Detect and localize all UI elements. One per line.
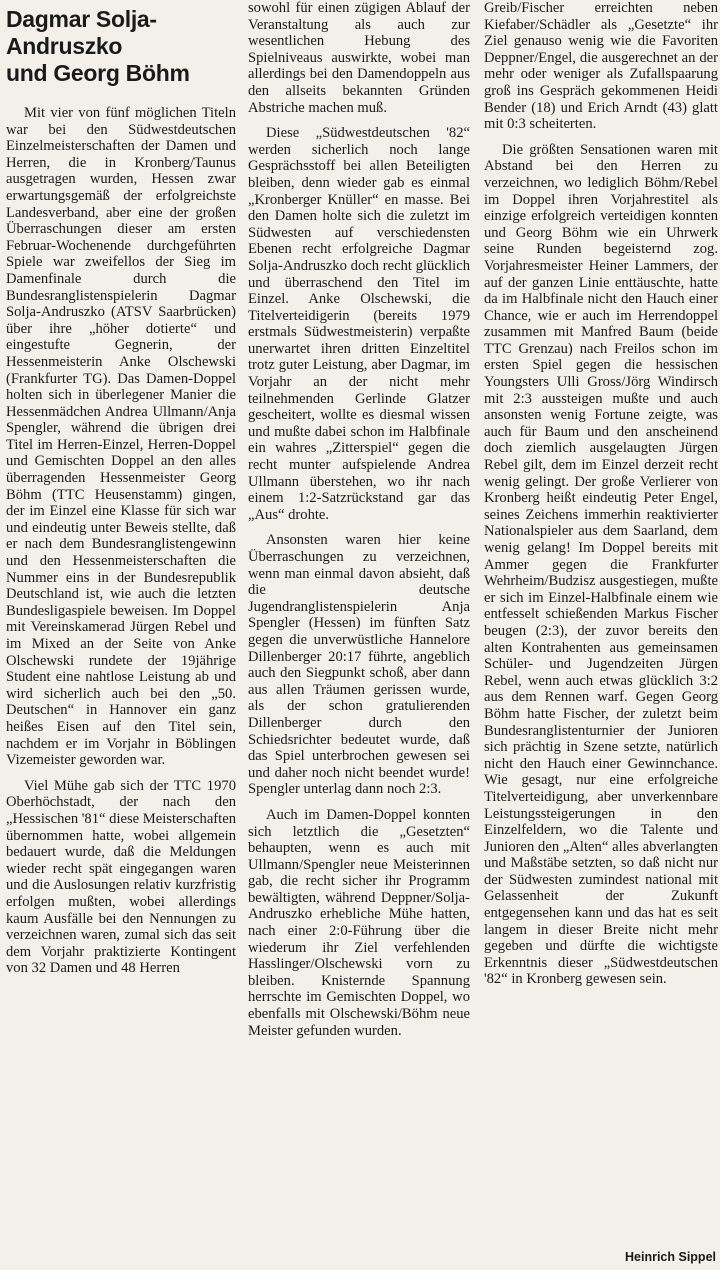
paragraph-intro: Mit vier von fünf möglichen Titeln war bei den Südwestdeutschen Einzelmeisterschaften der Damen und Herren, die in Kronberg/Taunus ausgetragen wurden, Hessen zwar erwartungsgemäß der erfolgreichste Landesverband, aber eine der großen Überraschungen dieser am ersten Februar-Wochenende durchgeführten Spiele war zweifellos der Sieg im Damenfinale durch die Bundesranglistenspielerin Dagmar Solja-Andruszko (ATSV Saarbrücken) über ihre „höher dotierte“ und eingestufte Gegnerin, der Hessenmeisterin Anke Olschewski (Frankfurter TG). Das Damen-Doppel holten sich in überlegener Manier die Hessenmädchen Andrea Ullmann/Anja Spengler, während die übrigen drei Titel im Herren-Einzel, Herren-Doppel und Gemischten Doppel an den alles überragenden Hessenmeister Georg Böhm (TTC Heusenstamm) gingen, der im Einzel eine Klasse für sich war und eindeutig unter Beweis stellte, daß er nach dem Bundesranglistengewinn und den Hessenmeisterschaften die Nummer eins in der Bundesrepublik Deutschland ist, wie auch die letzten Bundesligaspiele beweisen. Im Doppel mit Vereinskamerad Jürgen Rebel und im Mixed an der Seite von Anke Olschewski rundete der 19jährige Student eine nahtlose Leistung ab und wird sicherlich auch bei den „50. Deutschen“ in Hannover ein ganz heißes Eisen auf den Titel sein, nachdem er im Vorjahr in Böblingen Vizemeister geworden war.	[6, 105, 236, 769]
column-1	[0, 0, 238, 1270]
article-headline	[6, 6, 236, 87]
paragraph-herren: Die größten Sensationen waren mit Abstand bei den Herren zu verzeichnen, wo lediglich Böhm/Rebel im Doppel ihren Vorjahrestitel als einzige erfolgreich verteidigen konnten und Georg Böhm wie ein Uhrwerk seine Runden begeisternd zog. Vorjahresmeister Heiner Lammers, der auf der ganzen Linie enttäuschte, hatte da im Halbfinale nicht den Hauch einer Chance, wie er auch im Herrendoppel zusammen mit Manfred Baum (beide TTC Grenzau) nach Freilos schon im ersten Spiel gegen die hessischen Youngsters Ulli Gross/Jörg Windirsch mit 2:3 aussteigen mußte und auch ansonsten wenig Fortune zeigte, was auch für Baum und den anscheinend doch ziemlich ausgelaugten Jürgen Rebel gilt, dem im Einzel derzeit recht wenig gelingt. Der große Verlierer von Kronberg heißt eindeutig Peter Engel, seines Zeichens immerhin reaktivierter Nationalspieler aus dem Saarland, dem wenig gelang! Im Doppel bereits mit Ammer gegen die Frankfurter Wehrheim/Budzisz ausgestiegen, mußte er sich im Einzel-Halbfinale einem wie entfesselt schießenden Markus Fischer beugen (2:3), der zuvor bereits den alten Kontrahenten aus gemeinsamen Schüler- und Jugendzeiten Jürgen Rebel, wenn auch etwas glücklich 3:2 aus dem Rennen warf. Gegen Georg Böhm hatte Fischer, der zuletzt beim Bundesranglistenturnier der Junioren sich prächtig in Szene setzte, natürlich nicht den Hauch einer Gewinnchance. Wie gesagt, nur eine erfolgreiche Titelverteidigung, aber unverkennbare Leistungssteigerungen in den Einzelfeldern, wo die Talente und Junioren den „Alten“ alles abverlangten und Maßstäbe setzten, so daß nicht nur der Südwesten zumindest national mit Gelassenheit der Zukunft entgegensehen kann und das hat es seit langem in dieser Breite nicht mehr gegeben und dürfte die wichtigste Erkenntnis dieser „Südwestdeutschen '82“ in Kronberg gewesen sein.	[484, 141, 718, 988]
paragraph-organizer: Viel Mühe gab sich der TTC 1970 Oberhöchstadt, der nach den „Hessischen '81“ diese Meisterschaften übernommen hatte, wobei allgemein bedauert wurde, daß die Meldungen wieder recht spät eingegangen waren und die Auslosungen relativ kurzfristig erfolgen mußten, wobei allerdings kaum Ausfälle bei den Nennungen zu verzeichnen waren, zumal sich das seit dem Vorjahr praktizierte Kontingent von 32 Damen und 48 Herren	[6, 777, 236, 977]
headline-line-3: und Georg Böhm	[6, 60, 190, 86]
column-2	[242, 0, 474, 1270]
paragraph-spengler: Ansonsten waren hier keine Überraschungen zu verzeichnen, wenn man einmal davon absieht, daß die deutsche Jugendranglistenspielerin Anja Spengler (Hessen) im fünften Satz gegen die unverwüstliche Hannelore Dillenberger 20:17 führte, angeblich auch den Siegpunkt schoß, aber dann aus allen Träumen gerissen wurde, als der schon gratulierenden Dillenberger durch den Schiedsrichter bedeutet wurde, daß das Spiel unterbrochen gewesen sei und daher noch nicht beendet wurde! Spengler unterlag dann noch 2:3.	[248, 532, 470, 798]
paragraph-mixed-continued: Greib/Fischer erreichten neben Kiefaber/Schädler als „Gesetzte“ ihr Ziel genauso wenig wie die Favoriten Deppner/Engel, die ausgerechnet an der mehr oder weniger als Zufallspaarung groß ins Gespräch gekommenen Heidi Bender (18) und Erich Arndt (43) glatt mit 0:3 scheiterten.	[484, 0, 718, 133]
paragraph-damen-einzel: Diese „Südwestdeutschen '82“ werden sicherlich noch lange Gesprächsstoff bei allen Beteiligten bleiben, denn wieder gab es einmal „Kronberger Knüller“ en masse. Bei den Damen holte sich die zuletzt im Südwesten auf verschiedensten Ebenen recht erfolgreiche Dagmar Solja-Andruszko doch recht glücklich und überraschend den Titel im Einzel. Anke Olschewski, die Titelverteidigerin (bereits 1979 erstmals Südwestmeisterin) verpaßte unerwartet ihren dritten Einzeltitel trotz guter Leistung, aber Dagmar, im Vorjahr an der nicht mehr teilnehmenden Gerlinde Glatzer gescheitert, wollte es diesmal wissen und mußte dabei schon im Halbfinale ein wahres „Zitterspiel“ gegen die recht munter aufspielende Andrea Ullmann überstehen, wo ihr nach einem 1:2-Satzrückstand gar das „Aus“ drohte.	[248, 125, 470, 523]
column-3	[480, 0, 720, 1270]
paragraph-damen-doppel: Auch im Damen-Doppel konnten sich letztlich die „Gesetzten“ behaupten, wenn es auch mit Ullmann/Spengler neue Meisterinnen gab, die recht sicher ihr Programm bewältigten, während Deppner/Solja-Andruszko erhebliche Mühe hatten, nach einer 2:0-Führung über die wiederum ihr Ziel verfehlenden Hasslinger/Olschewski vorn zu bleiben. Knisternde Spannung herrschte im Gemischten Doppel, wo ebenfalls mit Olschewski/Böhm neue Meister gefunden wurden.	[248, 806, 470, 1039]
headline-line-2: Andruszko	[6, 33, 123, 59]
headline-line-1: Dagmar Solja-	[6, 6, 157, 32]
author-byline: Heinrich Sippel	[625, 1250, 716, 1264]
paragraph-organizer-continued: sowohl für einen zügigen Ablauf der Veranstaltung als auch zur wesentlichen Hebung des Spielniveaus auswirkte, wobei man allerdings bei den Damendoppeln aus den allseits bekannten Gründen Abstriche machen muß.	[248, 0, 470, 116]
